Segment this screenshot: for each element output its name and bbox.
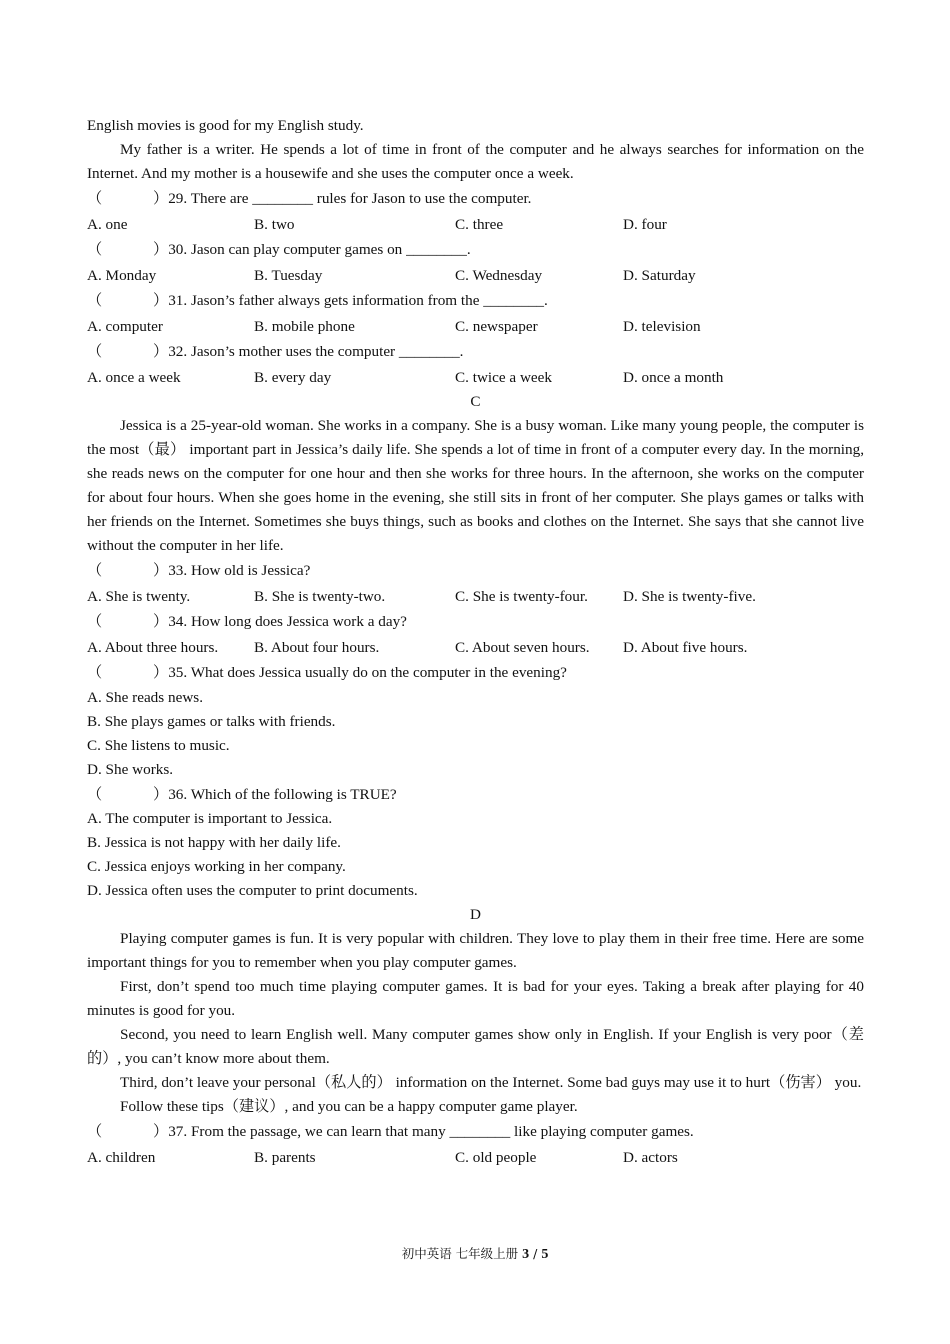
option-b: B. mobile phone: [254, 317, 355, 335]
answer-bracket: （: [87, 292, 103, 309]
option-d: D. About five hours.: [623, 638, 748, 656]
option-d: D. Jessica often uses the computer to print documents.: [87, 882, 418, 899]
option-a: A. Monday: [87, 266, 157, 284]
option-b: B. She plays games or talks with friends.: [87, 712, 336, 730]
section-d-paragraph-4: Third, don’t leave your personal（私人的） information on the Internet. Some bad guys may use it to hurt（伤害） you.: [120, 1074, 862, 1091]
options-37: [87, 1145, 864, 1171]
option-c: C. About seven hours.: [455, 638, 590, 656]
option-a: A. She is twenty.: [87, 587, 191, 605]
page-number: 3: [522, 1247, 530, 1262]
question-stem: ）35. What does Jessica usually do on the computer in the evening?: [153, 664, 567, 681]
option-a: A. computer: [87, 317, 163, 335]
option-b: B. every day: [254, 368, 332, 386]
question-36: [87, 782, 864, 808]
option-d: D. She is twenty-five.: [623, 587, 756, 605]
question-stem: ）36. Which of the following is TRUE?: [153, 785, 397, 803]
question-stem: ）30. Jason can play computer games on ________.: [153, 241, 471, 258]
option-a: A. About three hours.: [87, 638, 219, 656]
section-c-passage: Jessica is a 25-year-old woman. She works in a company. She is a busy woman. Like many young people, the computer is the most（最） important part in Jessica’s daily life. She spends a lot of time in front of a computer every day. In the morning, she reads news on the computer for one hour and then she works for three hours. In the afternoon, she works on the computer for about four hours. When she goes home in the evening, she still sits in front of her computer. She plays games or talks with her friends on the Internet. Sometimes she buys things, such as books and clothes on the Internet. She says that she cannot live without the computer in her life.: [87, 417, 864, 554]
question-35: [87, 660, 864, 686]
footer-text: 初中英语 七年级上册: [401, 1246, 523, 1261]
question-32: [87, 339, 864, 365]
question-stem: ）34. How long does Jessica work a day?: [153, 613, 407, 630]
option-b: B. Tuesday: [254, 266, 323, 284]
question-30: [87, 237, 864, 263]
option-b: B. two: [254, 215, 295, 233]
section-d-paragraph-1: Playing computer games is fun. It is very popular with children. They love to play them in their free time. Here are some important things for you to remember when you play computer games.: [87, 930, 864, 971]
page-footer: [0, 1244, 950, 1263]
question-29: [87, 186, 864, 212]
option-c: C. She is twenty-four.: [455, 587, 588, 605]
option-b: B. About four hours.: [254, 638, 380, 656]
passage-b-paragraph: My father is a writer. He spends a lot of time in front of the computer and he always searches for information on the Internet. And my mother is a housewife and she uses the computer once a week.: [87, 141, 864, 182]
answer-bracket: （: [87, 1123, 103, 1140]
section-d-paragraph-3: Second, you need to learn English well. Many computer games show only in English. If your English is very poor（差的）, you can’t know more about them.: [87, 1026, 864, 1067]
options-31: [87, 314, 864, 340]
option-a: A. one: [87, 215, 128, 233]
answer-bracket: （: [87, 190, 103, 207]
question-stem: ）33. How old is Jessica?: [153, 562, 311, 579]
option-c: C. three: [455, 215, 504, 233]
section-c-heading: C: [470, 393, 481, 410]
answer-bracket: （: [87, 562, 103, 579]
question-stem: ）32. Jason’s mother uses the computer ________.: [153, 343, 464, 360]
page-total: 5: [541, 1247, 549, 1262]
question-37: [87, 1119, 864, 1145]
option-a: A. The computer is important to Jessica.: [87, 810, 333, 827]
options-32: [87, 365, 864, 391]
option-d: D. actors: [623, 1148, 678, 1166]
option-c: C. newspaper: [455, 317, 538, 335]
section-d-paragraph-5: Follow these tips（建议）, and you can be a happy computer game player.: [120, 1098, 578, 1115]
options-33: [87, 584, 864, 610]
page-separator: /: [529, 1246, 542, 1261]
option-b: B. parents: [254, 1148, 316, 1166]
option-d: D. Saturday: [623, 266, 696, 284]
question-stem: ）37. From the passage, we can learn that many ________ like playing computer games.: [153, 1123, 694, 1140]
question-stem: ）29. There are ________ rules for Jason to use the computer.: [153, 190, 532, 207]
question-stem: ）31. Jason’s father always gets information from the ________.: [153, 292, 548, 309]
question-33: [87, 558, 864, 584]
option-d: D. four: [623, 215, 667, 233]
option-c: C. twice a week: [455, 368, 552, 386]
option-a: A. She reads news.: [87, 688, 203, 706]
option-c: C. She listens to music.: [87, 736, 230, 754]
answer-bracket: （: [87, 613, 103, 630]
options-29: [87, 212, 864, 238]
option-c: C. Wednesday: [455, 266, 543, 284]
option-d: D. television: [623, 317, 701, 335]
option-c: C. Jessica enjoys working in her company.: [87, 858, 346, 875]
options-30: [87, 263, 864, 289]
option-c: C. old people: [455, 1148, 537, 1166]
answer-bracket: （: [87, 241, 103, 258]
answer-bracket: （: [87, 664, 103, 681]
section-d-heading: D: [470, 906, 481, 923]
question-31: [87, 288, 864, 314]
option-a: A. children: [87, 1148, 156, 1166]
exam-page: [87, 114, 864, 1170]
option-b: B. Jessica is not happy with her daily life.: [87, 834, 341, 851]
option-b: B. She is twenty-two.: [254, 587, 386, 605]
section-d-paragraph-2: First, don’t spend too much time playing computer games. It is bad for your eyes. Taking a break after playing for 40 minutes is good for you.: [87, 978, 864, 1019]
question-34: [87, 609, 864, 635]
options-34: [87, 635, 864, 661]
passage-b-line: English movies is good for my English study.: [87, 117, 364, 134]
answer-bracket: （: [87, 785, 103, 803]
option-d: D. She works.: [87, 760, 174, 778]
option-a: A. once a week: [87, 368, 181, 386]
option-d: D. once a month: [623, 368, 724, 386]
answer-bracket: （: [87, 343, 103, 360]
